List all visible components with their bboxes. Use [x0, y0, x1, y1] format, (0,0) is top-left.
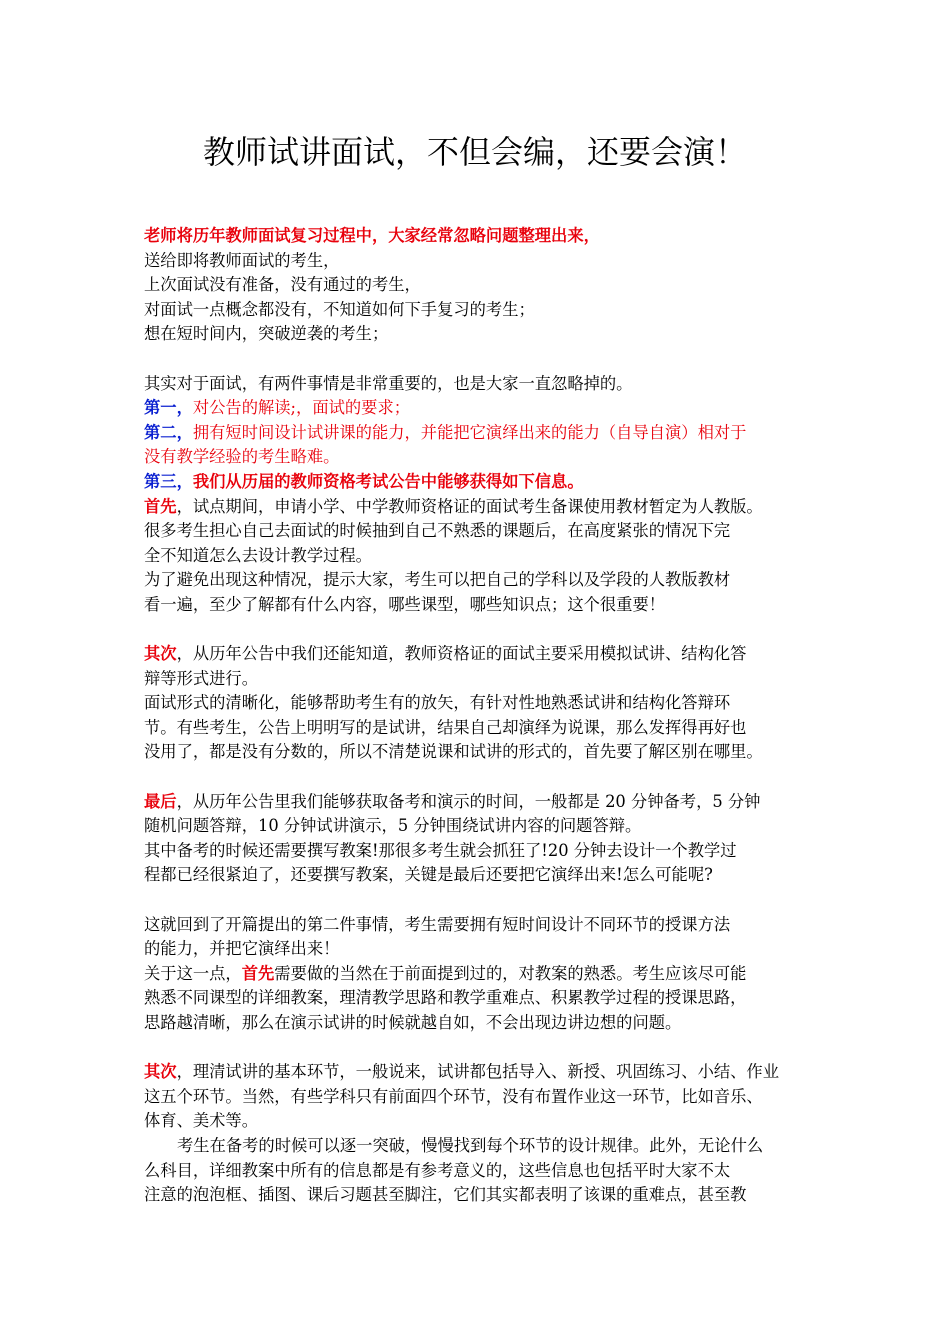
next-line: 体育、美术等。 [144, 1111, 258, 1131]
last-label: 最后 [144, 791, 177, 811]
intro-line: 送给即将教师面试的考生， [144, 250, 340, 270]
next-line: 注意的泡泡框、插图、课后习题甚至脚注，它们其实都表明了该课的重难点，甚至教 [144, 1185, 747, 1205]
first-line: 看一遍，至少了解都有什么内容，哪些课型，哪些知识点；这个很重要！ [144, 594, 666, 614]
first-line: 为了避免出现这种情况，提示大家，考生可以把自己的学科以及学段的人教版教材 [144, 570, 731, 590]
point-third-label: 第三， [144, 471, 193, 491]
last-line [144, 790, 816, 815]
back-line: 思路越清晰，那么在演示试讲的时候就越自如，不会出现边讲边想的问题。 [144, 1013, 682, 1032]
next-line: 么科目，详细教案中所有的信息都是有参考意义的，这些信息也包括平时大家不太 [144, 1160, 731, 1180]
first-line: 全不知道怎么去设计教学过程。 [144, 545, 372, 565]
back-line: 这就回到了开篇提出的第二件事情，考生需要拥有短时间设计不同环节的授课方法 [144, 914, 731, 934]
second-line: 面试形式的清晰化，能够帮助考生有的放矢，有针对性地熟悉试讲和结构化答辩环 [144, 693, 731, 713]
point-second-text: 拥有短时间设计试讲课的能力，并能把它演绎出来的能力（自导自演）相对于 [192, 422, 747, 442]
second-line: 辩等形式进行。 [144, 668, 258, 688]
paragraph-gap [144, 888, 816, 913]
paragraph-gap [144, 618, 816, 643]
back-label: 首先 [241, 963, 275, 983]
last-line: 其中备考的时候还需要撰写教案!那很多考生就会抓狂了!20 分钟去设计一个教学过 [144, 840, 737, 860]
second-line: 没用了，都是没有分数的，所以不清楚说课和试讲的形式的，首先要了解区别在哪里。 [144, 742, 763, 762]
second-line: 节。有些考生，公告上明明写的是试讲，结果自己却演绎为说课，那么发挥得再好也 [144, 717, 747, 737]
two-things-lead: 其实对于面试，有两件事情是非常重要的，也是大家一直忽略掉的。 [144, 373, 633, 393]
next-line [144, 1060, 816, 1085]
next-line: 这五个环节。当然，有些学科只有前面四个环节，没有布置作业这一环节，比如音乐、 [144, 1086, 763, 1106]
paragraph-gap [144, 347, 816, 372]
point-second [144, 421, 816, 446]
back-line: 的能力，并把它演绎出来！ [144, 939, 340, 959]
intro-line: 想在短时间内，突破逆袭的考生； [144, 324, 389, 344]
point-second-label: 第二， [144, 422, 193, 442]
last-text: ，从历年公告里我们能够获取备考和演示的时间，一般都是 20 分钟备考，5 分钟 [176, 791, 761, 811]
back-text: 需要做的当然在于前面提到过的，对教案的熟悉。考生应该尽可能 [274, 963, 747, 983]
point-first-label: 第一， [144, 398, 193, 418]
intro-line: 上次面试没有准备，没有通过的考生， [144, 275, 421, 295]
paragraph-gap [144, 765, 816, 790]
second-label: 其次 [144, 644, 177, 664]
next-label: 其次 [144, 1062, 177, 1082]
point-second-text-cont: 没有教学经验的考生略难。 [144, 447, 340, 467]
point-third-text: 我们从历届的教师资格考试公告中能够获得如下信息。 [192, 471, 584, 491]
page-title: 教师试讲面试，不但会编，还要会演！ [202, 133, 747, 171]
second-line [144, 642, 816, 667]
next-line: 考生在备考的时候可以逐一突破，慢慢找到每个环节的设计规律。此外，无论什么 [177, 1135, 764, 1155]
first-line: 很多考生担心自己去面试的时候抽到自己不熟悉的课题后，在高度紧张的情况下完 [144, 521, 731, 541]
second-text: ，从历年公告中我们还能知道，教师资格证的面试主要采用模拟试讲、结构化答 [176, 644, 747, 664]
back-line: 熟悉不同课型的详细教案，理清教学思路和教学重难点、积累教学过程的授课思路， [144, 988, 747, 1008]
point-third [144, 470, 816, 495]
back-line [144, 962, 816, 987]
first-text: ，试点期间，申请小学、中学教师资格证的面试考生备课使用教材暂定为人教版。 [176, 496, 763, 516]
first-line [144, 495, 816, 520]
point-first-text: 对公告的解读;，面试的要求； [192, 398, 411, 418]
point-first [144, 396, 816, 421]
last-line: 程都已经很紧迫了，还要撰写教案，关键是最后还要把它演绎出来!怎么可能呢? [144, 865, 713, 885]
intro-headline: 老师将历年教师面试复习过程中，大家经常忽略问题整理出来， [144, 226, 600, 245]
next-text: ，理清试讲的基本环节，一般说来，试讲都包括导入、新授、巩固练习、小结、作业 [176, 1062, 779, 1082]
last-line: 随机问题答辩，10 分钟试讲演示，5 分钟围绕试讲内容的问题答辩。 [144, 816, 642, 836]
back-text: 关于这一点， [144, 963, 242, 983]
intro-line: 对面试一点概念都没有，不知道如何下手复习的考生； [144, 299, 535, 319]
document-body [144, 224, 816, 1208]
first-label: 首先 [144, 496, 177, 516]
paragraph-gap [144, 1036, 816, 1061]
